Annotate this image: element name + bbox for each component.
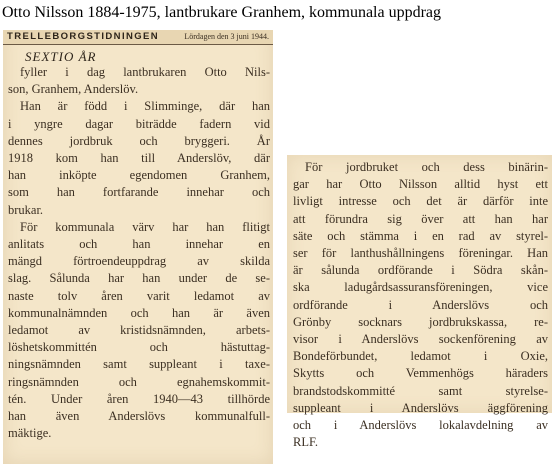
article-line: mängd förtroendeuppdrag av skilda <box>8 254 270 269</box>
article-column-right <box>293 159 548 451</box>
article-line: ledamot av kristidsnämnden, arbets- <box>8 323 270 338</box>
article-line: brukar. <box>8 202 44 217</box>
article-line: ordförande i Anderslövs och <box>293 297 548 312</box>
article-line: gar har Otto Nilsson alltid hyst ett <box>293 177 548 192</box>
article-line: dennes jordbruk och bryggeri. År <box>8 133 270 148</box>
article-heading: SEXTIO ÅR <box>25 49 97 64</box>
article-line: ringsnämnden och egnahemskommit- <box>8 374 270 389</box>
article-line: suppleant i Anderslövs äggförening <box>293 400 548 415</box>
article-line: Han är född i Slimminge, där han <box>20 99 270 114</box>
publication-date: Lördagen den 3 juni 1944. <box>184 32 269 41</box>
article-line: RLF. <box>293 435 319 450</box>
article-line: som han fortfarande innehar och <box>8 185 270 200</box>
page-title: Otto Nilsson 1884-1975, lantbrukare Granhem, kommunala uppdrag <box>2 4 442 21</box>
article-line: löshetskommittén och hästuttag- <box>8 340 270 355</box>
article-line: mäktige. <box>8 426 52 441</box>
article-line: är sålunda ordförande i Södra skån- <box>293 263 548 278</box>
article-line: slag. Sålunda har han under de se- <box>8 271 270 286</box>
article-line: i yngre dagar biträdde fadern vid <box>8 116 270 131</box>
article-line: son, Granhem, Anderslöv. <box>8 82 139 97</box>
newspaper-clipping-left <box>3 30 273 464</box>
article-line: han även Anderslövs kommunalfull- <box>8 409 270 424</box>
article-line: fyller i dag lantbrukaren Otto Nils- <box>20 65 270 79</box>
article-line: livligt intresse och det är därför inte <box>293 194 548 209</box>
article-line: han inköpte egendomen Granhem, <box>8 168 270 183</box>
article-line: Skytts och Vemmenhögs häraders <box>293 366 548 381</box>
article-line: kommunalnämnden och han är även <box>8 305 270 320</box>
article-line: säte och stämma i en rad av styrel- <box>293 228 548 243</box>
article-line: anlitats och han innehar en <box>8 237 270 252</box>
article-line: Grönby socknars jordbrukskassa, re- <box>293 314 548 329</box>
newspaper-masthead <box>3 30 273 45</box>
article-line: ser för lanthushållningens föreningar. Han <box>293 246 548 261</box>
article-line: naste tolv åren varit ledamot av <box>8 288 270 303</box>
article-line: att förundra sig över att han har <box>293 211 548 226</box>
article-line: För jordbruket och dess binärin- <box>305 160 548 174</box>
article-line: ningsnämnden samt suppleant i taxe- <box>8 357 270 372</box>
article-line: brandstodskommitté samt styrelse- <box>293 383 548 398</box>
article-line: ska ladugårdsassuransföreningen, vice <box>293 280 548 295</box>
article-line: För kommunala värv har han flitigt <box>20 219 270 234</box>
article-line: Bondeförbundet, ledamot i Oxie, <box>293 349 548 364</box>
newspaper-clipping-right <box>287 155 552 450</box>
article-line: och i Anderslövs lokalavdelning av <box>293 418 548 433</box>
newspaper-name: TRELLEBORGSTIDNINGEN <box>7 31 160 42</box>
article-line: tén. Under åren 1940—43 tillhörde <box>8 391 270 406</box>
article-line: visor i Anderslövs sockenförening av <box>293 332 548 347</box>
article-line: 1918 kom han till Anderslöv, där <box>8 151 270 166</box>
article-column-left <box>8 64 270 442</box>
